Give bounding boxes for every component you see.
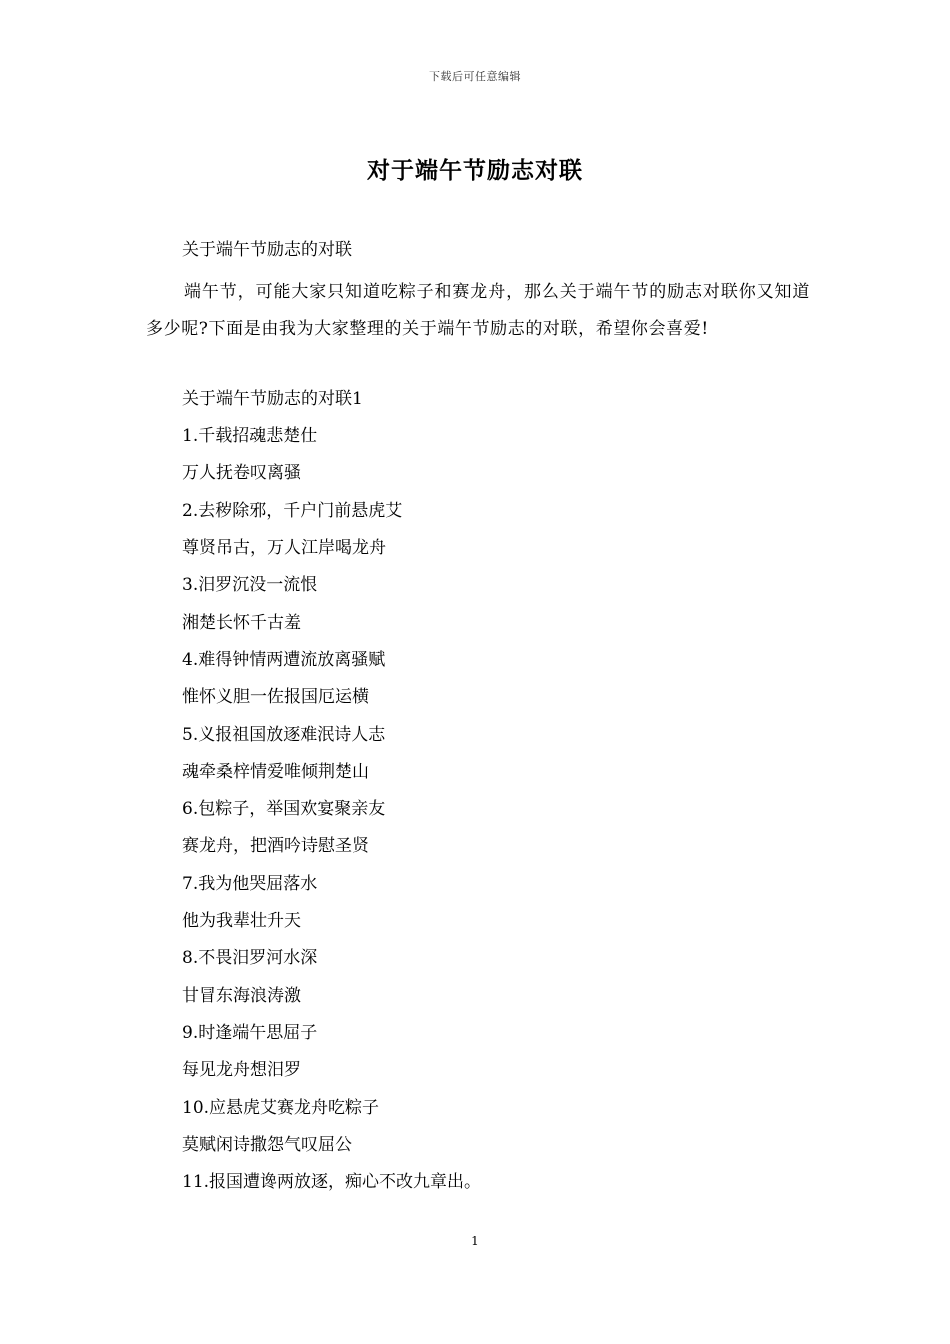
couplet-line: 3.汨罗沉没一流恨 — [182, 575, 318, 595]
couplet-line: 万人抚卷叹离骚 — [182, 463, 301, 483]
couplet-line: 8.不畏汨罗河水深 — [182, 948, 318, 968]
couplet-line: 11.报国遭谗两放逐，痴心不改九章出。 — [182, 1172, 482, 1192]
couplet-line: 4.难得钟情两遭流放离骚赋 — [182, 650, 386, 670]
couplet-line: 湘楚长怀千古羞 — [182, 613, 301, 633]
intro-paragraph: 端午节，可能大家只知道吃粽子和赛龙舟，那么关于端午节的励志对联你又知道多少呢?下面是由我为大家整理的关于端午节励志的对联，希望你会喜爱! — [146, 282, 810, 339]
page-header: 下载后可任意编辑 — [429, 70, 521, 83]
couplet-line: 魂牵桑梓情爱唯倾荆楚山 — [182, 762, 369, 782]
couplet-line: 9.时逢端午思屈子 — [182, 1023, 318, 1043]
couplet-line: 7.我为他哭屈落水 — [182, 874, 318, 894]
couplet-line: 惟怀义胆一佐报国厄运横 — [182, 687, 369, 707]
couplet-line: 2.去秽除邪，千户门前悬虎艾 — [182, 501, 403, 521]
couplet-line: 莫赋闲诗撒怨气叹屈公 — [182, 1135, 352, 1155]
couplet-line: 尊贤吊古，万人江岸喝龙舟 — [182, 538, 386, 558]
couplet-line: 6.包粽子，举国欢宴聚亲友 — [182, 799, 386, 819]
section-heading: 关于端午节励志的对联1 — [182, 389, 363, 409]
couplet-line: 赛龙舟，把酒吟诗慰圣贤 — [182, 836, 369, 856]
couplet-line: 5.义报祖国放逐难泯诗人志 — [182, 725, 386, 745]
couplet-line: 甘冒东海浪涛激 — [182, 986, 301, 1006]
subtitle: 关于端午节励志的对联 — [182, 240, 352, 260]
document-title: 对于端午节励志对联 — [367, 157, 583, 184]
page-number: 1 — [471, 1234, 479, 1248]
couplet-line: 1.千载招魂悲楚仕 — [182, 426, 318, 446]
couplet-line: 10.应悬虎艾赛龙舟吃粽子 — [182, 1098, 380, 1118]
couplet-line: 每见龙舟想汨罗 — [182, 1060, 301, 1080]
couplet-line: 他为我辈壮升天 — [182, 911, 301, 931]
